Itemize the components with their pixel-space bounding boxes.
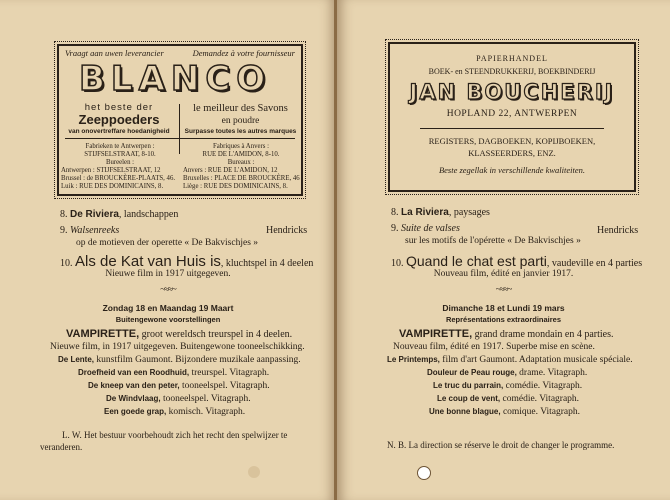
blanco-advertisement (57, 44, 303, 196)
film-title: De kneep van den peter, (88, 381, 180, 390)
item-title: Als de Kat van Huis is (75, 253, 221, 270)
item-number: 8. (391, 207, 399, 218)
item-title: Quand le chat est parti (406, 253, 547, 269)
address-line: RUE DE L'AMIDON, 8-10. (202, 151, 280, 158)
program-item-8 (391, 207, 490, 218)
program-item-8 (60, 209, 178, 220)
boucherij-logo: JAN BOUCHERIJ (409, 80, 615, 104)
item-number: 10. (391, 258, 404, 269)
film-line (437, 394, 579, 404)
film-title: Le coup de vent, (437, 394, 501, 403)
item-desc: , vaudeville en 4 parties (546, 258, 643, 269)
film-desc: treurspel. Vitagraph. (189, 368, 270, 378)
address-line: Liège : RUE DES DOMINICAINS, 8. (183, 183, 288, 190)
item-title: Walsenreeks (70, 225, 120, 236)
ad-rule (65, 138, 295, 139)
ad-address: HOPLAND 22, ANTWERPEN (446, 109, 578, 119)
ad-services-cont: KLASSEERDERS, ENZ. (468, 148, 556, 158)
reservation-note-cont: veranderen. (40, 442, 83, 452)
reservation-note: N. B. La direction se réserve le droit de changer le programme. (387, 440, 615, 450)
feature-film (66, 328, 292, 340)
ad-fr-powder: en poudre (221, 116, 260, 126)
ad-line1: PAPIERHANDEL (476, 54, 548, 63)
film-line (433, 381, 582, 391)
item-number: 9. (391, 223, 399, 234)
item-number: 8. (60, 209, 68, 220)
film-desc: film d'art Gaumont. Adaptation musicale spéciale. (439, 355, 633, 365)
address-line: Antwerpen : STIJFSELSTRAAT, 12 (61, 167, 161, 174)
address-line: Luik : RUE DES DOMINICAINS, 8. (61, 183, 164, 190)
item-title: De Riviera (70, 209, 119, 220)
film-desc: tooneelspel. Vitagraph. (160, 394, 251, 404)
blanco-logo: BLANCO (79, 59, 272, 99)
address-line: Brussel : de BROUCKÈRE-PLAATS, 46. (61, 175, 176, 182)
item-title: La Riviera (401, 207, 449, 218)
film-line (88, 381, 270, 391)
ad-fr-best: le meilleur des Savons (193, 103, 288, 114)
film-title: Le Printemps, (387, 355, 440, 364)
film-desc: tooneelspel. Vitagraph. (179, 381, 270, 391)
feature-desc: groot wereldsch treurspel in 4 deelen. (139, 329, 293, 340)
item-desc: , paysages (448, 207, 490, 218)
feature-desc: grand drame mondain en 4 parties. (472, 329, 614, 340)
film-desc: comédie. Vitagraph. (503, 381, 583, 391)
ad-nl-quality: van onovertreffare hoedanigheid (68, 128, 170, 135)
film-title: Une bonne blague, (429, 407, 501, 416)
feature-subtitle: Nieuwe film, in 1917 uitgegeven. Buitengewone tooneelschikking. (50, 342, 305, 352)
ad-services: REGISTERS, DAGBOEKEN, KOPIJBOEKEN, (428, 136, 596, 146)
feature-title: VAMPIRETTE, (66, 328, 140, 340)
program-item-10 (391, 253, 642, 269)
address-line: STIJFSELSTRAAT, 8-10. (84, 151, 156, 158)
feature-film (399, 328, 613, 340)
film-line (104, 407, 245, 417)
address-line: Bruxelles : PLACE DE BROUCKÈRE, 46 (183, 175, 300, 182)
film-line (106, 394, 251, 404)
film-desc: comique. Vitagraph. (500, 407, 581, 417)
film-line (387, 355, 633, 365)
ad-tagline-nl: Vraagt aan uwen leverancier (65, 48, 164, 58)
boucherij-advertisement (388, 42, 636, 192)
film-title: Le truc du parrain, (433, 381, 504, 390)
item-number: 9. (60, 225, 68, 236)
ad-tagline-fr: Demandez à votre fournisseur (192, 48, 295, 58)
address-line: Fabriques à Anvers : (212, 143, 270, 150)
film-desc: komisch. Vitagraph. (166, 407, 246, 417)
film-desc: comédie. Vitagraph. (500, 394, 580, 404)
film-title: Droefheid van een Roodhuid, (78, 368, 190, 377)
special-performances: Représentations extraordinaires (445, 315, 562, 324)
composer-name: Hendricks (266, 225, 308, 236)
ad-rule (420, 128, 604, 129)
ad-fr-quality: Surpasse toutes les autres marques (184, 128, 297, 135)
item-title: Suite de valses (401, 223, 460, 234)
feature-title: VAMPIRETTE, (399, 328, 473, 340)
program-item-10 (60, 253, 313, 270)
program-item-9 (391, 223, 460, 234)
film-title: De Lente, (58, 355, 95, 364)
film-title: De Windvlaag, (106, 394, 161, 403)
address-line: Bureelen : (105, 159, 135, 166)
address-line: Fabrieken te Antwerpen : (85, 143, 155, 150)
address-line: Anvers : RUE DE L'AMIDON, 12 (183, 167, 278, 174)
film-line (427, 368, 587, 378)
address-line: Bureaux : (227, 159, 255, 166)
punch-hole (417, 466, 431, 480)
special-performances: Buitengewone voorstellingen (115, 315, 221, 324)
ad-line2: BOEK- en STEENDRUKKERIJ, BOEKBINDERIJ (428, 67, 596, 76)
reservation-note: L. W. Het bestuur voorbehoudt zich het recht den spelwijzer te (62, 430, 288, 440)
item-desc: , kluchtspel in 4 deelen (220, 258, 314, 269)
film-title: Douleur de Peau rouge, (427, 368, 517, 377)
ornament: ~≈≈~ (495, 284, 512, 294)
item-desc: , landschappen (118, 209, 179, 220)
item-subtitle: sur les motifs de l'opérette « De Bakvischjes » (405, 236, 581, 246)
item-subtitle: Nouveau film, édité en janvier 1917. (433, 269, 574, 279)
item-subtitle: op de motieven der operette « De Bakvischjes » (76, 238, 259, 248)
date-line: Dimanche 18 et Lundi 19 mars (442, 303, 565, 313)
film-title: Een goede grap, (104, 407, 167, 416)
feature-subtitle: Nouveau film, édité en 1917. Superbe mise en scène. (393, 342, 595, 352)
ad-slogan: Beste zegellak in verschillende kwaliteiten. (438, 165, 586, 175)
item-number: 10. (60, 258, 73, 269)
film-line (58, 355, 301, 365)
program-item-9 (60, 225, 119, 236)
ad-nl-product: Zeeppoeders (78, 112, 160, 127)
film-line (78, 368, 269, 378)
film-desc: kunstfilm Gaumont. Bijzondere muzikale aanpassing. (94, 355, 301, 365)
ad-nl-best: het beste der (84, 102, 154, 113)
right-page (337, 0, 670, 500)
paper-stain (248, 466, 260, 478)
date-line: Zondag 18 en Maandag 19 Maart (102, 303, 234, 313)
composer-name: Hendricks (597, 225, 639, 236)
item-subtitle: Nieuwe film in 1917 uitgegeven. (105, 269, 231, 279)
film-desc: drame. Vitagraph. (516, 368, 588, 378)
film-line (429, 407, 580, 417)
ornament: ~≈≈~ (160, 284, 176, 294)
